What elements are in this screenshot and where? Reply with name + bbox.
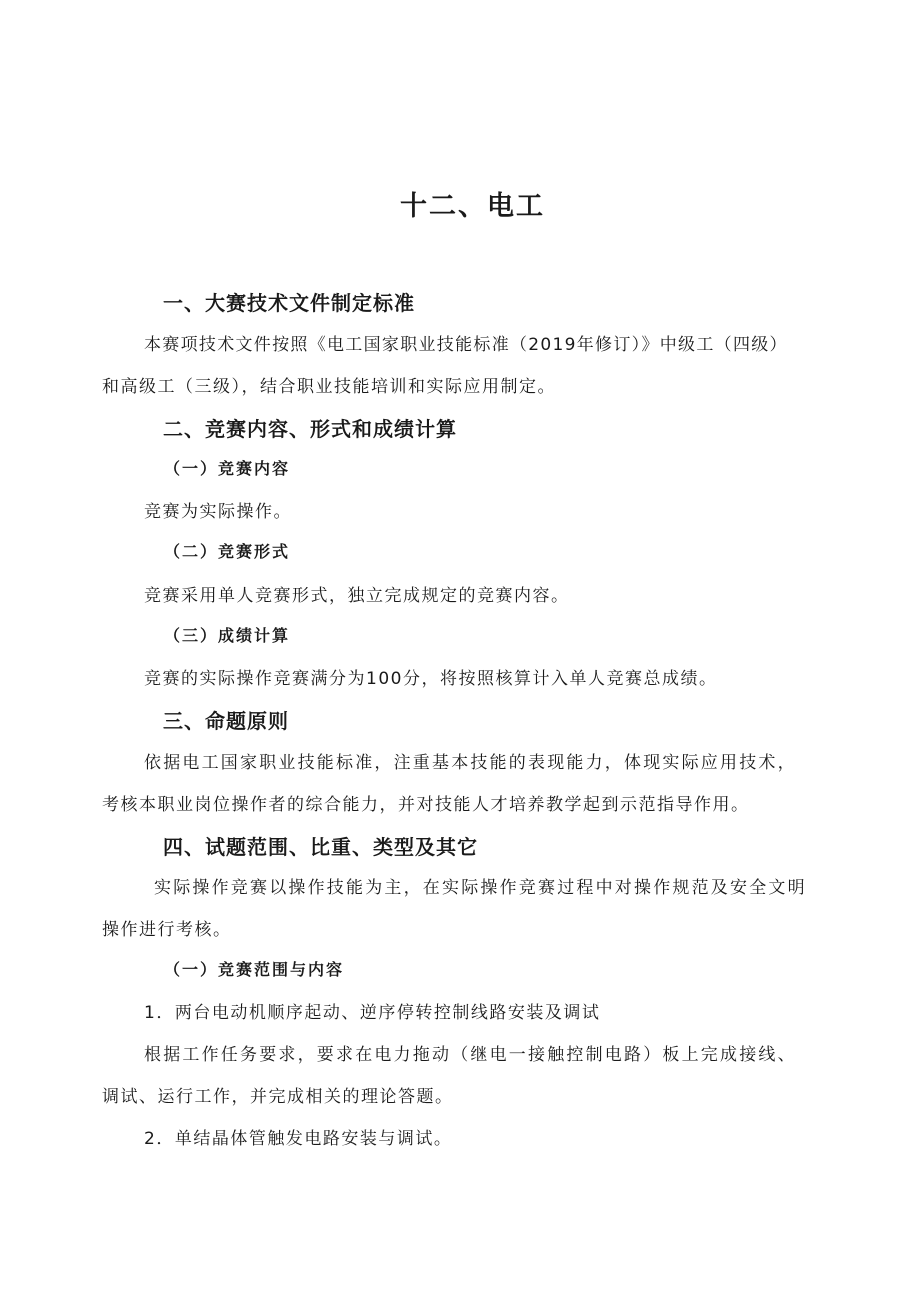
page-title: 十二、电工 <box>400 191 545 222</box>
section-2-sub-2-text: 竞赛采用单人竞赛形式，独立完成规定的竞赛内容。 <box>144 586 570 606</box>
section-4-item-1: 1．两台电动机顺序起动、逆序停转控制线路安装及调试 <box>144 1003 601 1023</box>
section-3-paragraph-line-1: 依据电工国家职业技能标准，注重基本技能的表现能力，体现实际应用技术， <box>144 753 797 773</box>
section-3-heading: 三、命题原则 <box>163 709 289 733</box>
section-1-paragraph-line-1: 本赛项技术文件按照《电工国家职业技能标准（2019年修订）》中级工（四级） <box>144 335 788 355</box>
section-2-sub-3-text: 竞赛的实际操作竞赛满分为100分，将按照核算计入单人竞赛总成绩。 <box>144 669 718 689</box>
section-1-paragraph-line-2: 和高级工（三级），结合职业技能培训和实际应用制定。 <box>102 377 556 397</box>
section-4-paragraph-line-2: 操作进行考核。 <box>102 920 232 940</box>
section-4-item-1-text-line-2: 调试、运行工作，并完成相关的理论答题。 <box>102 1087 454 1107</box>
section-3-paragraph-line-2: 考核本职业岗位操作者的综合能力，并对技能人才培养教学起到示范指导作用。 <box>102 795 750 815</box>
section-4-paragraph-line-1: 实际操作竞赛以操作技能为主，在实际操作竞赛过程中对操作规范及安全文明 <box>154 878 807 898</box>
section-4-item-2: 2．单结晶体管触发电路安装与调试。 <box>144 1129 453 1149</box>
section-4-sub-1-heading: （一）竞赛范围与内容 <box>164 960 345 979</box>
section-4-item-1-text-line-1: 根据工作任务要求，要求在电力拖动（继电一接触控制电路）板上完成接线、 <box>144 1045 797 1065</box>
section-2-sub-2-heading: （二）竞赛形式 <box>164 542 291 561</box>
section-4-heading: 四、试题范围、比重、类型及其它 <box>163 835 478 859</box>
section-2-sub-3-heading: （三）成绩计算 <box>164 626 291 645</box>
section-2-heading: 二、竞赛内容、形式和成绩计算 <box>163 417 457 441</box>
section-1-heading: 一、大赛技术文件制定标准 <box>163 291 415 315</box>
section-2-sub-1-heading: （一）竞赛内容 <box>164 459 291 478</box>
section-2-sub-1-text: 竞赛为实际操作。 <box>144 502 292 522</box>
